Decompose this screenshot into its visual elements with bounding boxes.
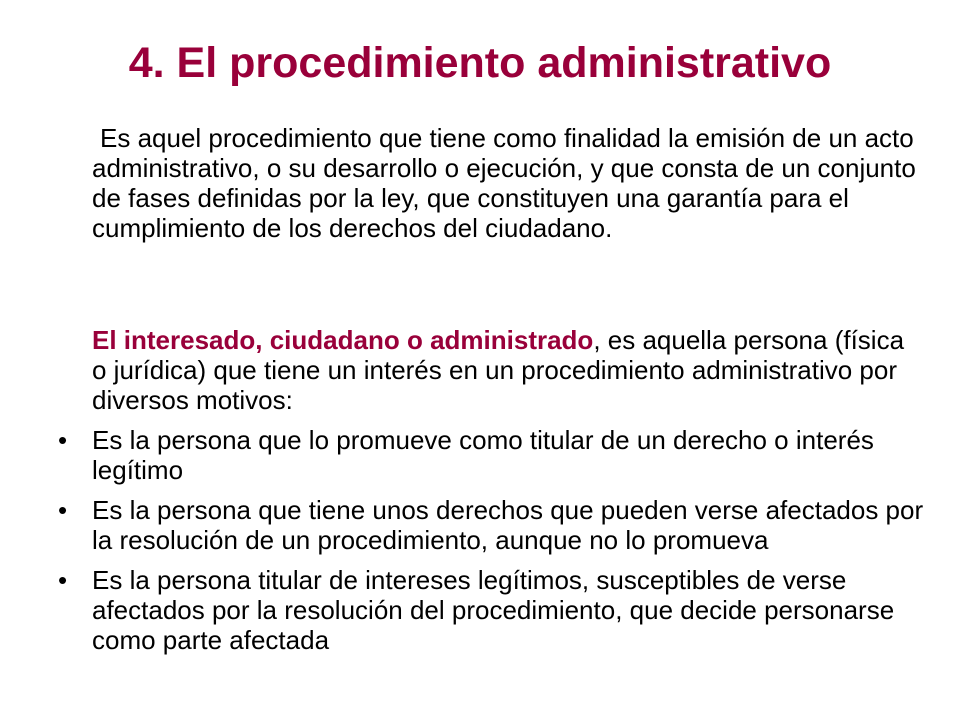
bullet-icon: • bbox=[58, 565, 68, 595]
bullet-icon: • bbox=[58, 495, 68, 525]
bullet-text: Es la persona que tiene unos derechos que pueden verse afectados por la resolución de un procedimiento, aunque no lo promueva bbox=[92, 495, 924, 555]
definition-paragraph bbox=[92, 325, 922, 415]
definition-text: , es aquella persona (física o jurídica) que tiene un interés en un procedimiento administrativo por diversos motivos: bbox=[92, 325, 905, 415]
definition-term: El interesado, ciudadano o administrado bbox=[92, 325, 594, 355]
slide-title: 4. El procedimiento administrativo bbox=[128, 39, 832, 87]
intro-paragraph: Es aquel procedimiento que tiene como finalidad la emisión de un acto administrativo, o su desarrollo o ejecución, y que consta de un conjunto de fases definidas por la ley, que constituyen una garantía para el cumplimiento de los derechos del ciudadano. bbox=[92, 123, 916, 243]
bullet-list bbox=[58, 425, 928, 665]
bullet-text: Es la persona que lo promueve como titular de un derecho o interés legítimo bbox=[92, 425, 874, 485]
bullet-item bbox=[58, 495, 928, 555]
bullet-item bbox=[58, 565, 928, 655]
bullet-text: Es la persona titular de intereses legítimos, susceptibles de verse afectados por la resolución del procedimiento, que decide personarse como parte afectada bbox=[92, 565, 895, 655]
bullet-icon: • bbox=[58, 425, 68, 455]
bullet-item bbox=[58, 425, 928, 485]
